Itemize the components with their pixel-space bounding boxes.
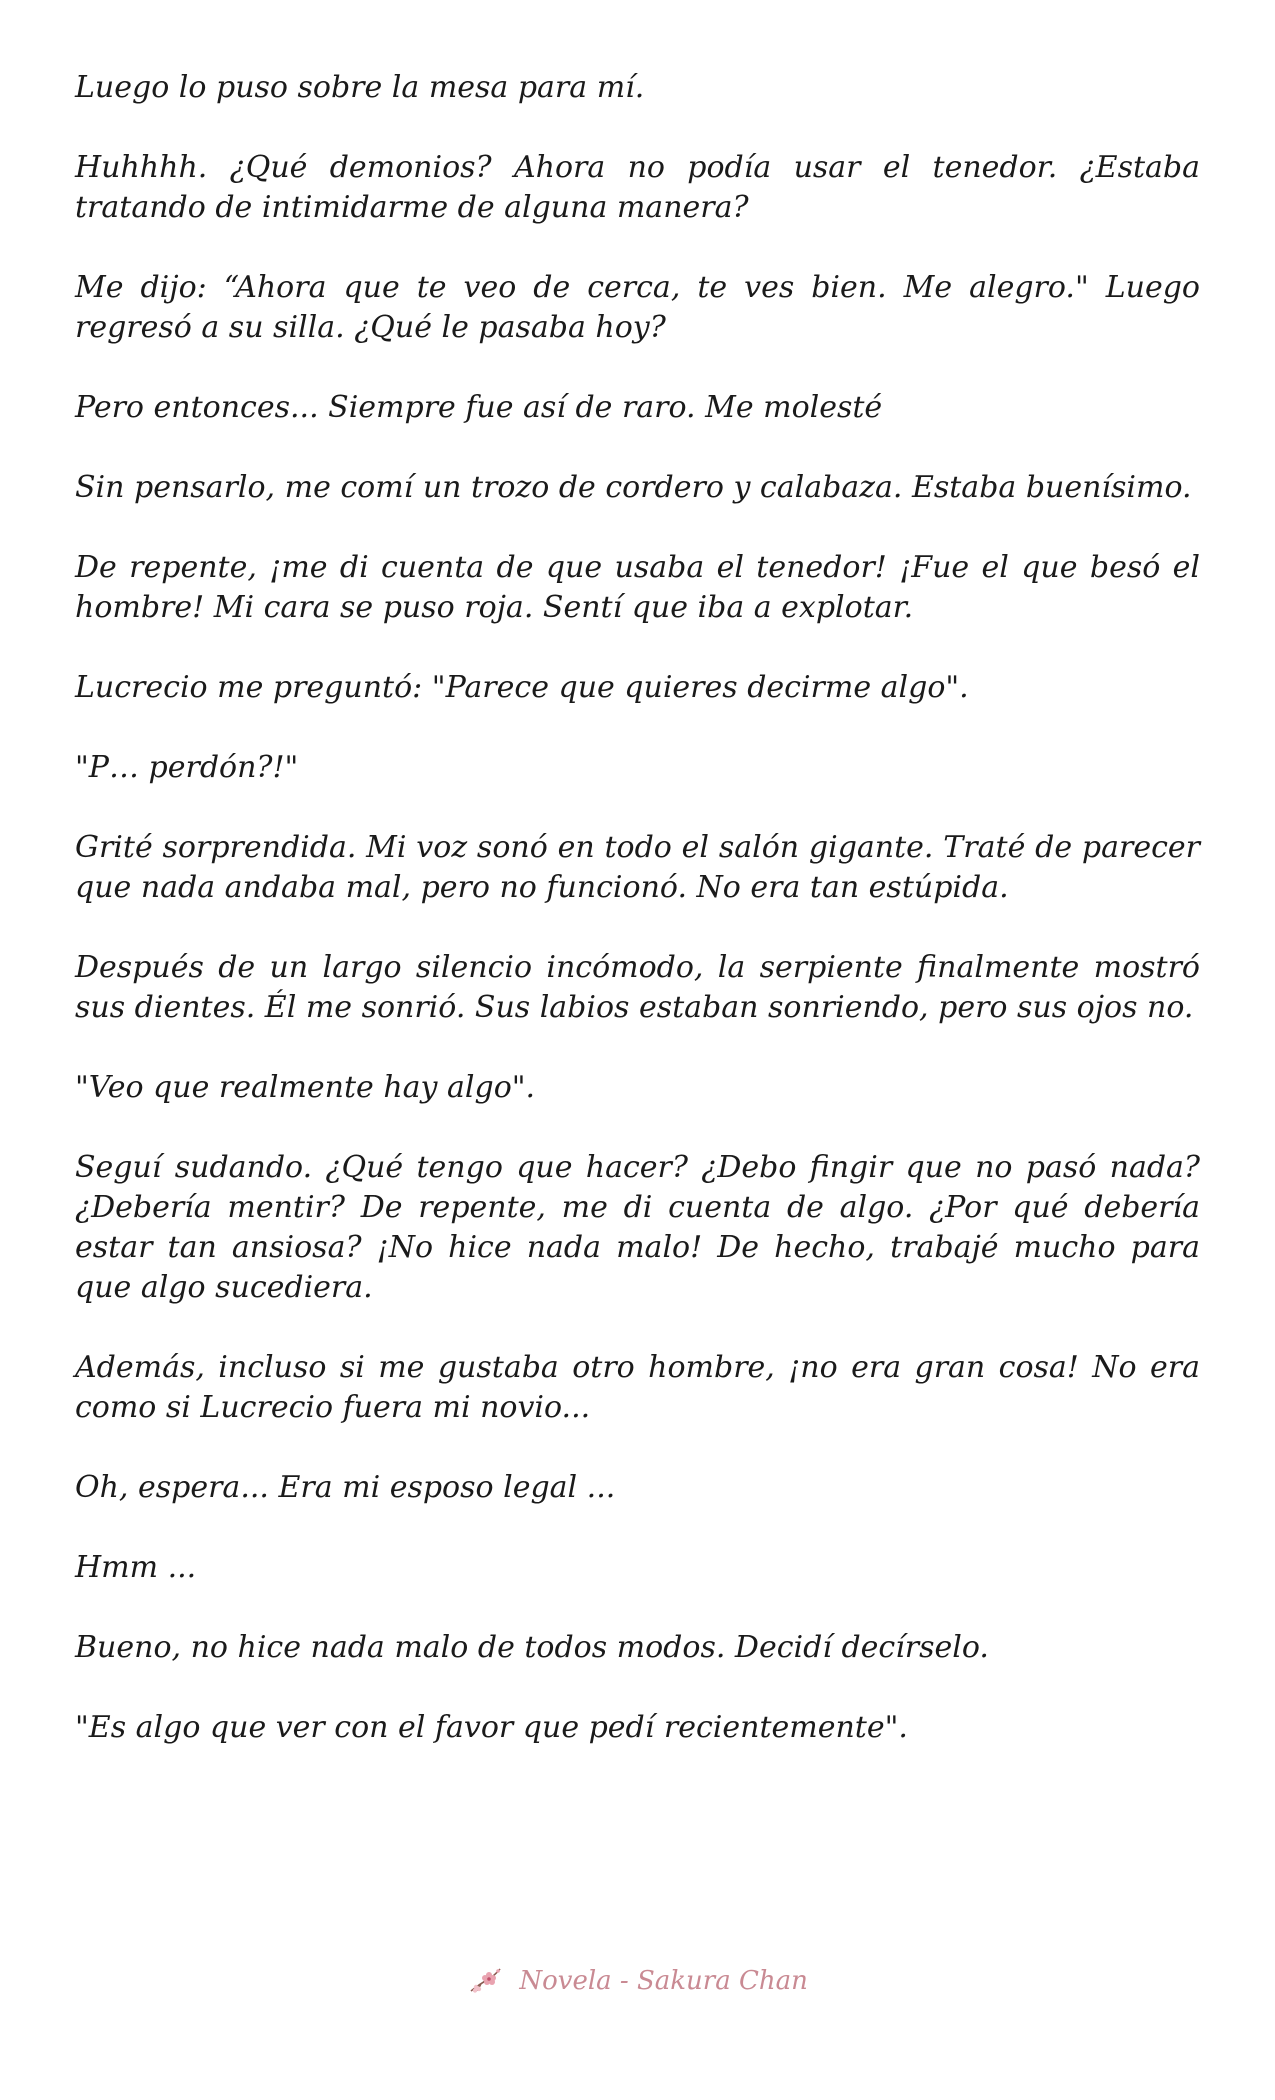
paragraph: "Veo que realmente hay algo". — [75, 1070, 536, 1105]
paragraph: Huhhhh. ¿Qué demonios? Ahora no podía usar el tenedor. ¿Estaba tratando de intimidarme de alguna manera? — [75, 150, 1200, 225]
paragraph: Sin pensarlo, me comí un trozo de cordero y calabaza. Estaba buenísimo. — [75, 470, 1192, 505]
paragraph: Me dijo: “Ahora que te veo de cerca, te ves bien. Me alegro." Luego regresó a su silla. ¿Qué le pasaba hoy? — [75, 270, 1200, 345]
sakura-flower-icon — [467, 1965, 503, 1997]
paragraph: "Es algo que ver con el favor que pedí recientemente". — [75, 1710, 908, 1745]
paragraph: Lucrecio me preguntó: "Parece que quieres decirme algo". — [75, 670, 969, 705]
paragraph: Además, incluso si me gustaba otro hombre, ¡no era gran cosa! No era como si Lucrecio fuera mi novio... — [75, 1350, 1200, 1425]
paragraph: Bueno, no hice nada malo de todos modos. Decidí decírselo. — [75, 1630, 989, 1665]
paragraph: Luego lo puso sobre la mesa para mí. — [75, 70, 645, 105]
paragraph: Grité sorprendida. Mi voz sonó en todo el salón gigante. Traté de parecer que nada andaba mal, pero no funcionó. No era tan estúpida. — [75, 830, 1200, 905]
paragraph: "P… perdón?!" — [75, 750, 299, 785]
document-body — [75, 68, 1200, 1788]
footer-watermark — [0, 1965, 1275, 1997]
paragraph: Oh, espera... Era mi esposo legal ... — [75, 1470, 616, 1505]
paragraph: De repente, ¡me di cuenta de que usaba el tenedor! ¡Fue el que besó el hombre! Mi cara se puso roja. Sentí que iba a explotar. — [75, 550, 1200, 625]
paragraph: Pero entonces... Siempre fue así de raro. Me molesté — [75, 390, 883, 425]
paragraph: Hmm ... — [75, 1550, 197, 1585]
paragraph: Seguí sudando. ¿Qué tengo que hacer? ¿Debo fingir que no pasó nada? ¿Debería mentir? De repente, me di cuenta de algo. ¿Por qué debería estar tan ansiosa? ¡No hice nada malo! De hecho, trabajé mucho para que algo sucediera. — [75, 1150, 1200, 1305]
footer-credit: Novela - Sakura Chan — [519, 1966, 808, 1996]
paragraph: Después de un largo silencio incómodo, la serpiente finalmente mostró sus dientes. Él me sonrió. Sus labios estaban sonriendo, pero sus ojos no. — [75, 950, 1200, 1025]
